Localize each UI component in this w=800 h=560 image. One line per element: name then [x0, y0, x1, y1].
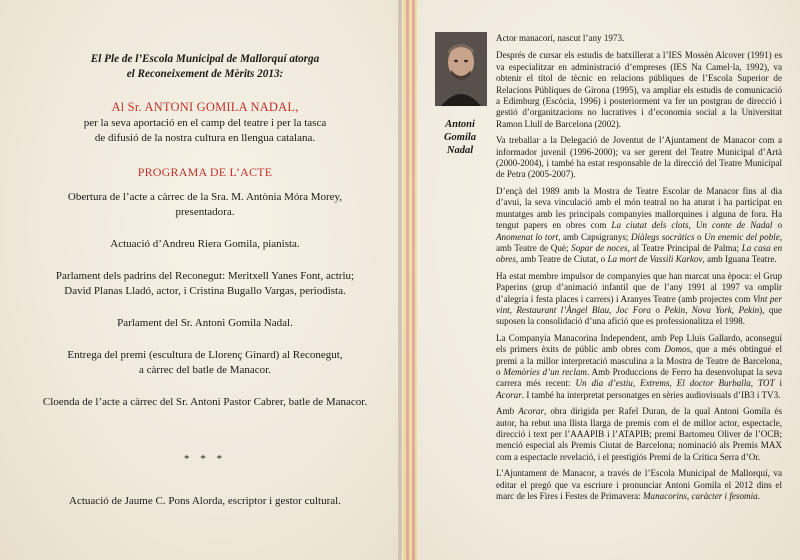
work-title: Pekin — [738, 304, 760, 315]
program-item-line: Parlament dels padrins del Reconegut: Meritxell Yanes Font, actriu; — [55, 270, 355, 282]
bio-text: Ha estat membre impulsor de companyies que han marcat una època: el Grup Paperins (grup d’animació infantil que de l’any 1991 al 1997 va omplir d’alegria i festa places i carrers) i Aranyes Teatre (amb projectes com — [496, 270, 782, 304]
closing-performance: Actuació de Jaume C. Pons Alorda, escriptor i gestor cultural. — [69, 495, 341, 507]
bio-paragraph-2: Després de cursar els estudis de batxillerat a l’IES Mossèn Alcover (1991) es va especialitzar en administració d’empreses (IES Na Camel·la, 1992), va obtenir el títol de tècnic en relacions públiques de l’Escola Superior de Relacions Públiques de Girona (1995), va ampliar els estudis de comunicació a Edimburg (Escòcia, 1996) i posteriorment va fer un postgrau de direcció i gestió d’organitzacions no lucratives i d’economia social a la Universitat Ramon Llull de Barcelona (2002). — [496, 50, 782, 129]
bio-text: , — [688, 220, 696, 231]
work-title: Acorar — [518, 406, 545, 417]
program-item-line: presentadora. — [175, 206, 235, 218]
intro-text — [40, 52, 370, 82]
work-title: La casa en obres — [496, 242, 782, 265]
intro-line-1: El Ple de l’Escola Municipal de Mallorquí atorga — [90, 53, 320, 65]
program-item-line: Actuació d’Andreu Riera Gomila, pianista. — [110, 238, 300, 250]
program-content — [40, 52, 370, 509]
bio-text: . Amb Produccions de Ferro ha desenvolupat la seva carrera més recent: — [496, 366, 783, 389]
work-title: La ciutat dels clots — [611, 220, 689, 231]
work-title: Domos — [664, 344, 691, 355]
bio-text: o — [694, 231, 705, 242]
bio-text: Amb — [496, 406, 519, 417]
work-title: Diàlegs socràtics — [630, 231, 695, 242]
flag-stripes — [403, 0, 417, 560]
bio-paragraph-8 — [496, 468, 782, 502]
program-item-award — [40, 348, 370, 378]
bio-paragraph-1: Actor manacorí, nascut l’any 1973. — [496, 33, 625, 43]
caption-line-1: Antoni — [445, 119, 475, 130]
work-title: Restaurant l’Àngel Blau — [516, 304, 610, 315]
bio-text: ), que suposen la consolidació d’una afició que es professionalitza el 1998. — [496, 304, 783, 327]
bio-text: , al Teatre Principal de Palma; — [627, 242, 742, 253]
program-title: PROGRAMA DE L’ACTE — [137, 165, 273, 179]
bio-text: . I també ha interpretat personatges en sèries audiovisuals d’IB3 i TV3. — [521, 389, 781, 400]
bio-text: , — [750, 378, 758, 389]
caption-line-2: Gomila — [443, 132, 477, 143]
bio-paragraph-7 — [496, 406, 782, 463]
bio-text: , amb Teatre de Ciutat, o — [515, 254, 608, 265]
intro-line-2: el Reconeixement de Mèrits 2013: — [126, 68, 284, 80]
program-item-line: Entrega del premi (escultura de Llorenç Ginard) al Reconegut, — [67, 349, 343, 361]
reason-line-1: per la seva aportació en el camp del teatre i per la tasca — [83, 117, 327, 129]
bio-text: , que a més obtingué el premi a la millor interpretació masculina a la Mostra de Teatre de Barcelona, o — [496, 344, 782, 377]
honoree-caption — [420, 118, 500, 157]
caption-line-3: Nadal — [446, 145, 474, 156]
bio-text: , — [685, 304, 692, 315]
bio-paragraph-5 — [496, 271, 782, 328]
bio-paragraph-3: Va treballar a la Delegació de Joventut de l’Ajuntament de Manacor com a informador juvenil (1996-2000); va ser gerent del Teatre Municipal d’Artà (2000-2004), i també ha estat responsable de la direcció del Teatre Municipal de Petra (2005-2007). — [496, 135, 782, 180]
bio-text: , amb Capsigranys; — [558, 231, 631, 242]
work-title: Pekin — [664, 304, 686, 315]
program-item-sponsors — [40, 269, 370, 299]
work-title: La mort de Vassili Karkov — [607, 254, 703, 265]
bio-text: , — [632, 378, 641, 389]
program-item-line: Parlament del Sr. Antoni Gomila Nadal. — [117, 317, 293, 329]
program-item-opening — [40, 190, 370, 220]
work-title: Un enemic del poble — [704, 231, 780, 242]
program-item-closing — [40, 395, 370, 410]
book-gutter — [398, 0, 402, 560]
work-title: Sopar de noces — [571, 242, 628, 253]
bio-text: . — [757, 491, 760, 502]
bio-text: L’Ajuntament de Manacor, a través de l’Escola Municipal de Mallorquí, va editar el pregó que va escriure i pronunciar Antoni Gomila el 2012 dins el marc de les Fires i Festes de Primavera: — [496, 468, 782, 502]
bio-text: , amb Teatre de Què; — [496, 231, 783, 253]
biography — [496, 33, 782, 507]
bio-paragraph-4 — [496, 186, 782, 266]
work-title: TOT — [758, 378, 775, 389]
work-title: Un conte de Nadal — [695, 220, 773, 231]
bio-text: , obra dirigida per Rafel Duran, de la qual Antoni Gomila és autor, ha rebut una llista llarga de premis com el de millor actor, espectacle, direcció i text per l’AAAPIB i l’ATAPIB; premi Bartomeu Oliver de l’OCB; menció especial als Premis Ciutat de Barcelona; nominació als Premis MAX com a espectacle revelació, i el prestigiós Premi de la Crítica Serra d’Or. — [496, 406, 782, 462]
bio-text: o — [772, 220, 782, 231]
award-reason — [40, 116, 370, 146]
reason-line-2: de difusió de la nostra cultura en llengua catalana. — [94, 132, 316, 144]
portrait-photo — [435, 32, 487, 106]
bio-text: , — [509, 304, 517, 315]
bio-text: , — [669, 378, 677, 389]
work-title: Nova York — [691, 304, 732, 315]
work-title: Manacorins, caràcter i fesomia — [642, 491, 758, 502]
bio-text: La Companyia Manacorina Independent, amb Pep Lluís Gallardo, aconseguí els primers èxits de públic amb obres com — [496, 332, 782, 355]
bio-text: , amb Iguana Teatre. — [702, 254, 777, 265]
work-title: Vint per vint — [496, 293, 783, 315]
bio-text: o — [650, 304, 665, 315]
program-item-speech — [40, 316, 370, 331]
program-item-line: a càrrec del batle de Manacor. — [139, 364, 271, 376]
work-title: Un dia d’estiu — [575, 378, 633, 389]
program-item-piano — [40, 237, 370, 252]
separator-stars: * * * — [184, 453, 226, 465]
program-item-line: Cloenda de l’acte a càrrec del Sr. Antoni Pastor Cabrer, batle de Manacor. — [42, 396, 368, 408]
work-title: Acorar — [496, 389, 522, 400]
program-item-line: Obertura de l’acte a càrrec de la Sra. M. Antònia Móra Morey, — [67, 191, 343, 203]
bio-paragraph-6 — [496, 333, 782, 401]
program-item-line: David Planas Lladó, actor, i Cristina Bugallo Vargas, periodista. — [64, 285, 346, 297]
work-title: El doctor Burballa — [676, 378, 751, 389]
portrait-image — [435, 32, 487, 106]
bio-text: , — [731, 304, 739, 315]
bio-text: i — [774, 378, 782, 389]
honoree-name: Al Sr. ANTONI GOMILA NADAL, — [111, 100, 299, 114]
work-title: Memòries d’un reclam — [503, 366, 587, 377]
work-title: Extrems — [640, 378, 670, 389]
bio-text: D’ençà del 1989 amb la Mostra de Teatre Escolar de Manacor fins al dia d’avui, la seva vinculació amb el món teatral no ha aturat i ha participat en muntatges amb les principals companyies mallorquines i alguna de fora. Ha tengut papers en obres com — [496, 185, 782, 231]
work-title: Anomenat lo tort — [496, 231, 559, 242]
bio-text: , — [609, 304, 616, 315]
work-title: Joc Fora — [615, 304, 651, 315]
